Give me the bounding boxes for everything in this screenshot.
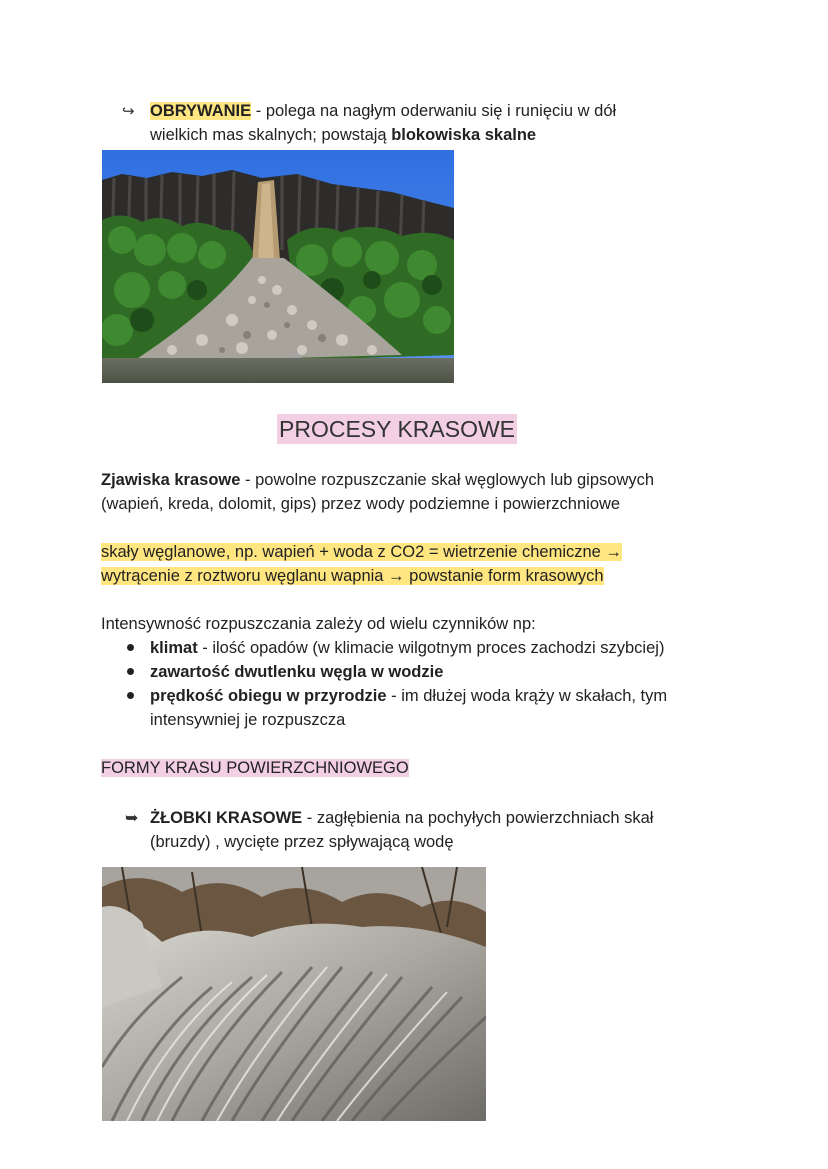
- obrywanie-desc-2: wielkich mas skalnych; powstają: [150, 126, 392, 144]
- zlobki-desc-1: - zagłębienia na pochyłych powierzchniach skał: [302, 809, 654, 827]
- list-item-climate: [150, 636, 664, 660]
- list-item-co2: [150, 660, 443, 684]
- rockfall-photo: [102, 150, 454, 383]
- reaction-line-1: [101, 540, 622, 564]
- hook-arrow-icon: ↪: [122, 103, 135, 120]
- zlobki-term: ŻŁOBKI KRASOWE: [150, 809, 303, 827]
- arrow-right-icon: ➥: [125, 810, 139, 827]
- obrywanie-line-1: [150, 99, 616, 123]
- bullet-icon: [127, 644, 134, 651]
- list-item-circulation: [150, 684, 667, 708]
- obrywanie-result: blokowiska skalne: [391, 126, 537, 144]
- subsection-title: FORMY KRASU POWIERZCHNIOWEGO: [101, 759, 409, 777]
- list-item-term: zawartość dwutlenku węgla w wodzie: [150, 663, 444, 681]
- zjawiska-desc-1: - powolne rozpuszczanie skał węglowych lub gipsowych: [240, 471, 655, 489]
- karren-photo: [102, 867, 486, 1121]
- obrywanie-desc-1: - polega na nagłym oderwaniu się i runięciu w dół: [251, 102, 617, 120]
- list-item-term: klimat: [150, 639, 198, 657]
- obrywanie-term: OBRYWANIE: [150, 102, 252, 120]
- list-item-desc: - ilość opadów (w klimacie wilgotnym proces zachodzi szybciej): [197, 639, 665, 657]
- zlobki-line-1: [150, 806, 653, 830]
- zjawiska-line-2: (wapień, kreda, dolomit, gips) przez wody podziemne i powierzchniowe: [101, 495, 621, 513]
- bullet-icon: [127, 692, 134, 699]
- list-item-desc: - im dłużej woda krąży w skałach, tym: [386, 687, 668, 705]
- reaction-text-2: wytrącenie z roztworu węglanu wapnia → powstanie form krasowych: [101, 567, 604, 585]
- reaction-line-2: [101, 564, 604, 588]
- zlobki-line-2: (bruzdy) , wycięte przez spływającą wodę: [150, 833, 454, 851]
- list-item-term: prędkość obiegu w przyrodzie: [150, 687, 387, 705]
- reaction-text-1: skały węglanowe, np. wapień + woda z CO2 = wietrzenie chemiczne →: [101, 543, 622, 561]
- section-title: PROCESY KRASOWE: [279, 416, 516, 442]
- list-item-circulation-cont: intensywniej je rozpuszcza: [150, 711, 346, 729]
- zjawiska-line-1: [101, 468, 654, 492]
- obrywanie-line-2: [150, 123, 536, 147]
- intensity-intro: Intensywność rozpuszczania zależy od wielu czynników np:: [101, 615, 536, 633]
- bullet-icon: [127, 668, 134, 675]
- zjawiska-term: Zjawiska krasowe: [101, 471, 241, 489]
- subsection-title-line: [101, 756, 409, 780]
